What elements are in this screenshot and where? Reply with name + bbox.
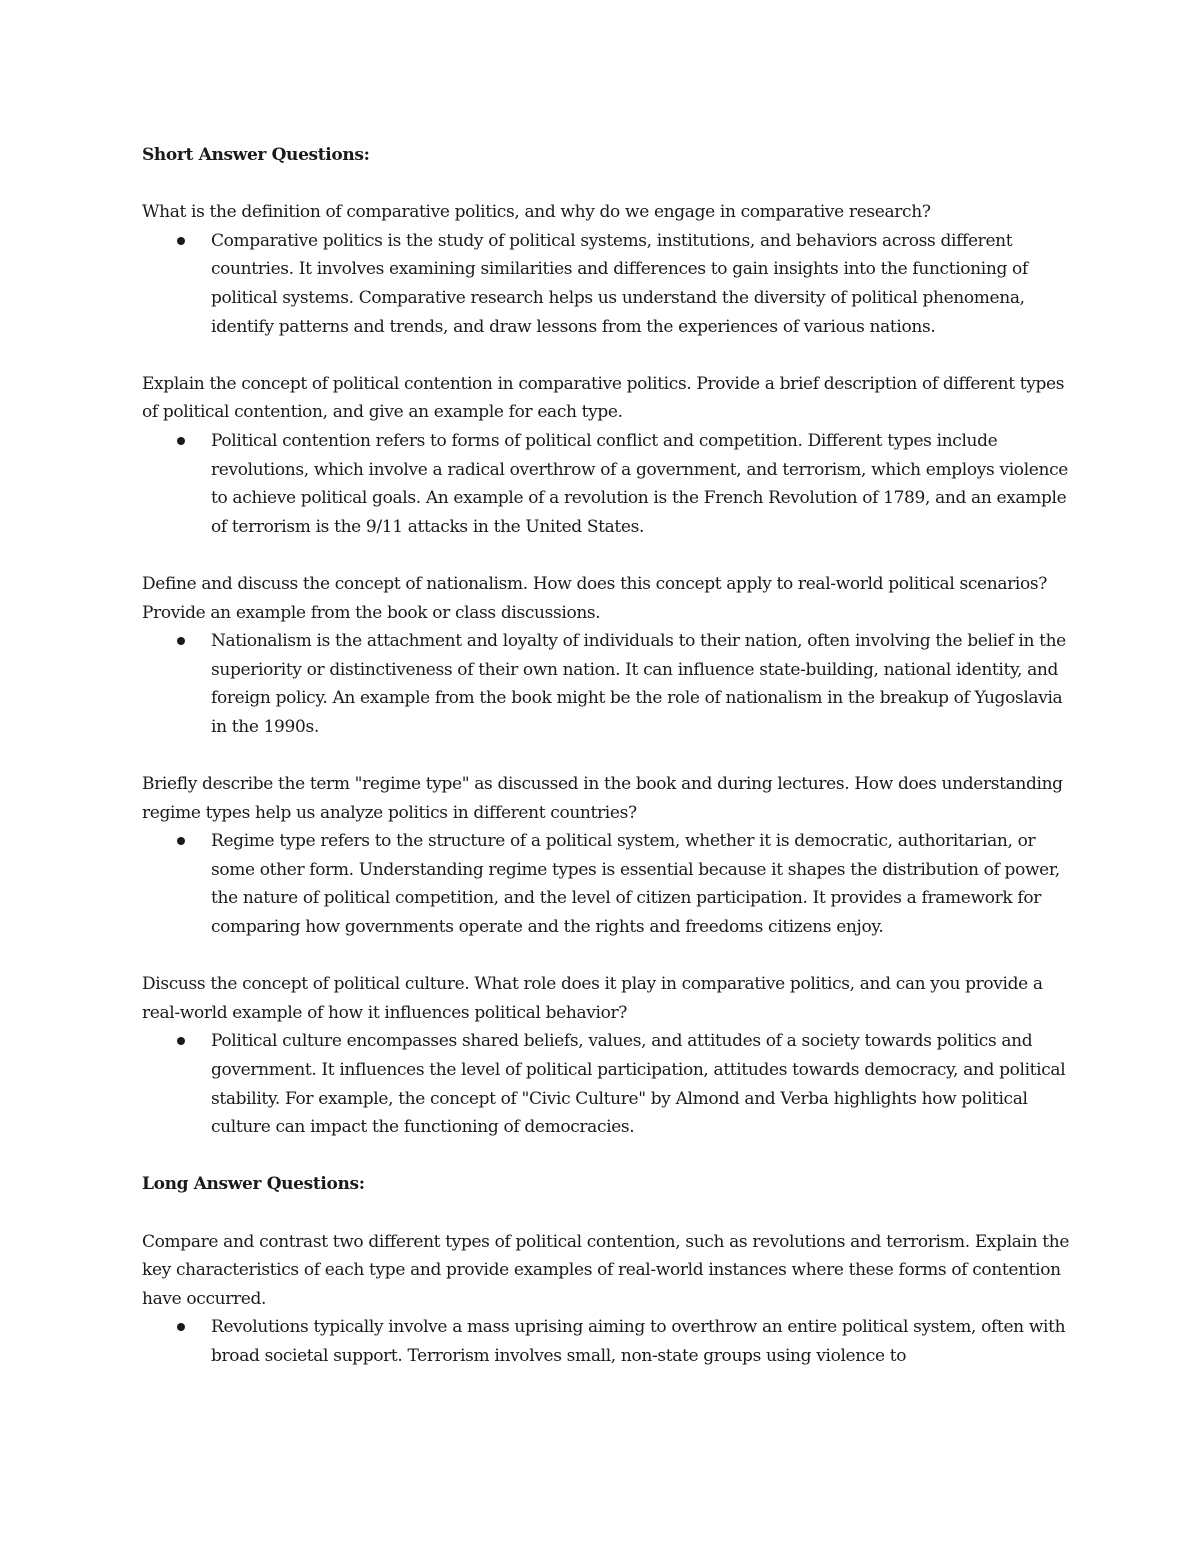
question-text: Define and discuss the concept of nationalism. How does this concept apply to real-world political scenarios? Provide an example from the book or class discussions.: [142, 573, 1048, 623]
question-block-4: [142, 770, 1082, 942]
answer-item: [142, 1027, 1082, 1141]
answer-text: Political contention refers to forms of political conflict and competition. Different types include revolutions, which involve a radical overthrow of a government, and terrorism, which employs violence to achieve political goals. An example of a revolution is the French Revolution of 1789, and an example of terrorism is the 9/11 attacks in the United States.: [211, 430, 1068, 537]
answer-item: [142, 627, 1082, 741]
bullet-icon: [177, 437, 185, 445]
question-block-1: [142, 198, 1082, 341]
bullet-icon: [177, 637, 185, 645]
bullet-icon: [177, 1323, 185, 1331]
question-text: Discuss the concept of political culture. What role does it play in comparative politics, and can you provide a real-world example of how it influences political behavior?: [142, 974, 1043, 1023]
answer-list: [142, 1027, 1082, 1141]
answer-text: Regime type refers to the structure of a political system, whether it is democratic, authoritarian, or some other form. Understanding regime types is essential because it shapes the distribution of power, the nature of political competition, and the level of citizen participation. It provides a framework for comparing how governments operate and the rights and freedoms citizens enjoy.: [211, 831, 1060, 938]
answer-list: [142, 427, 1082, 541]
answer-text: Comparative politics is the study of political systems, institutions, and behaviors across different countries. It involves examining similarities and differences to gain insights into the functioning of political systems. Comparative research helps us understand the diversity of political phenomena, identify patterns and trends, and draw lessons from the experiences of various nations.: [211, 230, 1028, 337]
answer-list: [142, 827, 1082, 941]
bullet-icon: [177, 237, 185, 245]
answer-item: [142, 227, 1082, 341]
long-question-block-1: [142, 1228, 1082, 1371]
question-block-3: [142, 570, 1082, 742]
question-text: Compare and contrast two different types of political contention, such as revolutions and terrorism. Explain the key characteristics of each type and provide examples of real-world instances where these forms of contention have occurred.: [142, 1231, 1070, 1309]
answer-item: [142, 1313, 1082, 1370]
answer-text: Revolutions typically involve a mass uprising aiming to overthrow an entire political system, often with broad societal support. Terrorism involves small, non-state groups using violence to: [211, 1317, 1066, 1366]
question-text: What is the definition of comparative politics, and why do we engage in comparative research?: [142, 202, 931, 223]
long-answer-heading: Long Answer Questions:: [142, 1174, 365, 1195]
answer-list: [142, 227, 1082, 341]
question-block-2: [142, 370, 1082, 542]
bullet-icon: [177, 837, 185, 845]
answer-text: Political culture encompasses shared beliefs, values, and attitudes of a society towards politics and government. It influences the level of political participation, attitudes towards democracy, and political stability. For example, the concept of "Civic Culture" by Almond and Verba highlights how political culture can impact the functioning of democracies.: [211, 1031, 1066, 1138]
answer-item: [142, 827, 1082, 941]
answer-item: [142, 427, 1082, 541]
answer-list: [142, 1313, 1082, 1370]
question-text: Briefly describe the term "regime type" as discussed in the book and during lectures. How does understanding regime types help us analyze politics in different countries?: [142, 774, 1063, 823]
short-answer-heading: Short Answer Questions:: [142, 145, 370, 165]
answer-text: Nationalism is the attachment and loyalty of individuals to their nation, often involving the belief in the superiority or distinctiveness of their own nation. It can influence state-building, national identity, and foreign policy. An example from the book might be the role of nationalism in the breakup of Yugoslavia in the 1990s.: [211, 631, 1066, 737]
question-block-5: [142, 970, 1082, 1142]
bullet-icon: [177, 1037, 185, 1045]
document-body: [142, 141, 1082, 1399]
question-text: Explain the concept of political contention in comparative politics. Provide a brief description of different types of political contention, and give an example for each type.: [142, 373, 1065, 423]
answer-list: [142, 627, 1082, 741]
